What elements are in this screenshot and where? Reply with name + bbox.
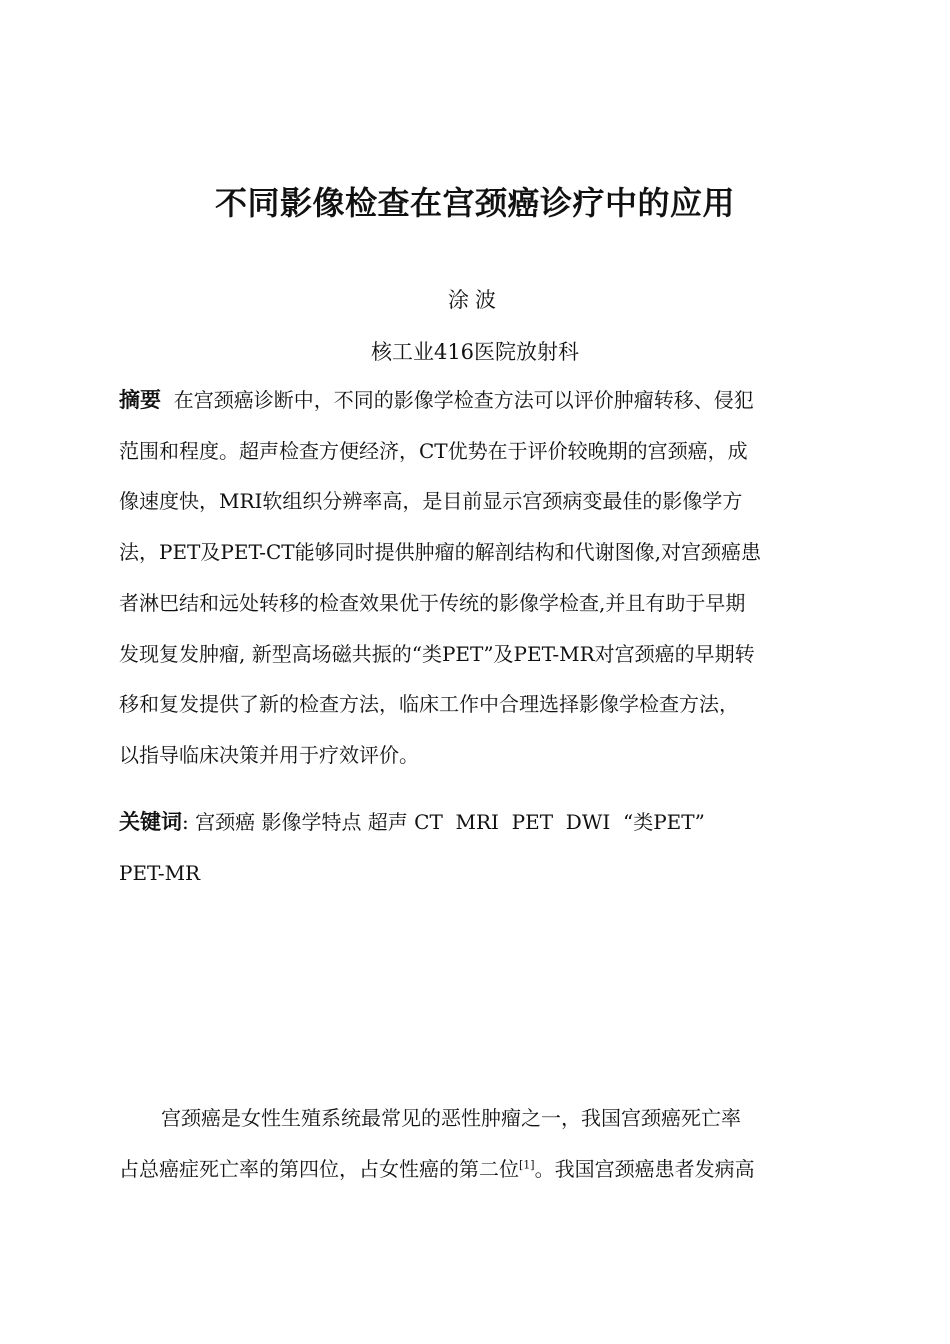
author-affiliation: 核工业416医院放射科 bbox=[370, 340, 580, 364]
abstract-line: 移和复发提供了新的检查方法，临床工作中合理选择影像学检查方法， bbox=[119, 692, 739, 717]
keywords-list: : 宫颈癌 影像学特点 超声 CT MRI PET DWI “类PET” bbox=[182, 810, 705, 834]
abstract-label: 摘要 bbox=[119, 388, 161, 412]
body-paragraph bbox=[119, 1093, 831, 1194]
abstract-line: 法，PET及PET-CT能够同时提供肿瘤的解剖结构和代谢图像,对宫颈癌患 bbox=[119, 540, 761, 565]
abstract-line: 以指导临床决策并用于疗效评价。 bbox=[119, 742, 419, 767]
keywords-section bbox=[119, 797, 831, 898]
paper-title: 不同影像检查在宫颈癌诊疗中的应用 bbox=[214, 184, 735, 222]
abstract-line: 像速度快，MRI软组织分辨率高，是目前显示宫颈病变最佳的影像学方 bbox=[119, 489, 743, 514]
citation-ref: [1] bbox=[519, 1158, 535, 1172]
abstract-line: 摘要 在宫颈癌诊断中，不同的影像学检查方法可以评价肿瘤转移、侵犯 bbox=[119, 388, 754, 412]
keywords-line: PET-MR bbox=[119, 860, 201, 885]
keywords-line bbox=[119, 797, 831, 848]
body-line: 占总癌症死亡率的第四位，占女性癌的第二位[1]。我国宫颈癌患者发病高 bbox=[119, 1156, 755, 1181]
abstract-line: 发现复发肿瘤, 新型高场磁共振的“类PET”及PET-MR对宫颈癌的早期转 bbox=[119, 641, 755, 666]
abstract-line: 范围和程度。超声检查方便经济，CT优势在于评价较晚期的宫颈癌，成 bbox=[119, 438, 748, 463]
body-line: 宫颈癌是女性生殖系统最常见的恶性肿瘤之一，我国宫颈癌死亡率 bbox=[161, 1106, 741, 1130]
author-name: 涂波 bbox=[448, 288, 502, 312]
abstract-line: 者淋巴结和远处转移的检查效果优于传统的影像学检查,并且有助于早期 bbox=[119, 590, 746, 615]
keywords-label: 关键词 bbox=[119, 810, 182, 834]
abstract-section bbox=[119, 375, 831, 781]
